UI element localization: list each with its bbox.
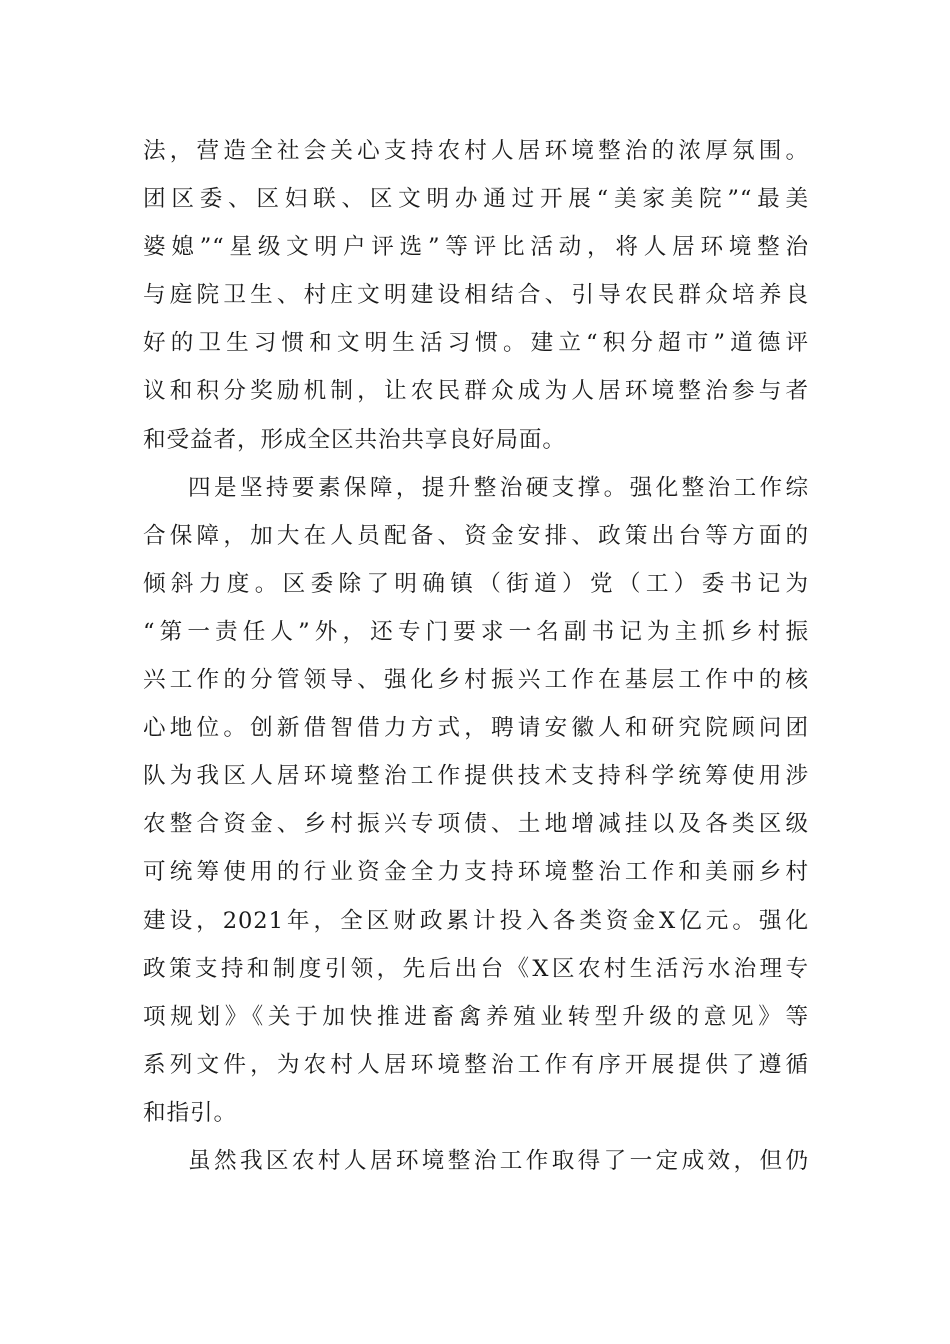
text-line: 团区委、区妇联、区文明办通过开展“美家美院”“最美 <box>143 186 809 213</box>
text-line: 议和积分奖励机制，让农民群众成为人居环境整治参与者 <box>143 378 809 405</box>
text-line: 好的卫生习惯和文明生活习惯。建立“积分超市”道德评 <box>143 330 809 357</box>
text-line: 和指引。 <box>143 1099 237 1126</box>
text-line: “第一责任人”外，还专门要求一名副书记为主抓乡村振 <box>143 618 809 645</box>
text-line: 队为我区人居环境整治工作提供技术支持科学统筹使用涉 <box>143 763 809 790</box>
text-line: 建设，2021年，全区财政累计投入各类资金X亿元。强化 <box>143 907 809 934</box>
text-line: 与庭院卫生、村庄文明建设相结合、引导农民群众培养良 <box>143 282 809 309</box>
text-line: 农整合资金、乡村振兴专项债、土地增减挂以及各类区级 <box>143 811 809 838</box>
text-line: 兴工作的分管领导、强化乡村振兴工作在基层工作中的核 <box>143 667 809 694</box>
text-line: 合保障，加大在人员配备、资金安排、政策出台等方面的 <box>143 522 809 549</box>
text-line: 倾斜力度。区委除了明确镇（街道）党（工）委书记为 <box>143 570 809 597</box>
text-line: 婆媳”“星级文明户评选”等评比活动，将人居环境整治 <box>143 234 809 261</box>
paragraph-1 <box>143 127 809 464</box>
text-line: 和受益者，形成全区共治共享良好局面。 <box>143 426 566 453</box>
text-line: 法，营造全社会关心支持农村人居环境整治的浓厚氛围。 <box>143 138 809 164</box>
text-line: 政策支持和制度引领，先后出台《X区农村生活污水治理专 <box>143 955 809 982</box>
text-line: 系列文件，为农村人居环境整治工作有序开展提供了遵循 <box>143 1051 809 1078</box>
text-line: 可统筹使用的行业资金全力支持环境整治工作和美丽乡村 <box>143 859 809 886</box>
text-line: 项规划》《关于加快推进畜禽养殖业转型升级的意见》等 <box>143 1003 809 1030</box>
paragraph-3 <box>143 1137 809 1185</box>
text-line: 四是坚持要素保障，提升整治硬支撑。强化整治工作综 <box>188 474 809 501</box>
text-line: 心地位。创新借智借力方式，聘请安徽人和研究院顾问团 <box>143 715 809 742</box>
paragraph-2 <box>143 464 809 1137</box>
document-body <box>143 127 809 1185</box>
text-line: 虽然我区农村人居环境整治工作取得了一定成效，但仍 <box>188 1147 809 1174</box>
